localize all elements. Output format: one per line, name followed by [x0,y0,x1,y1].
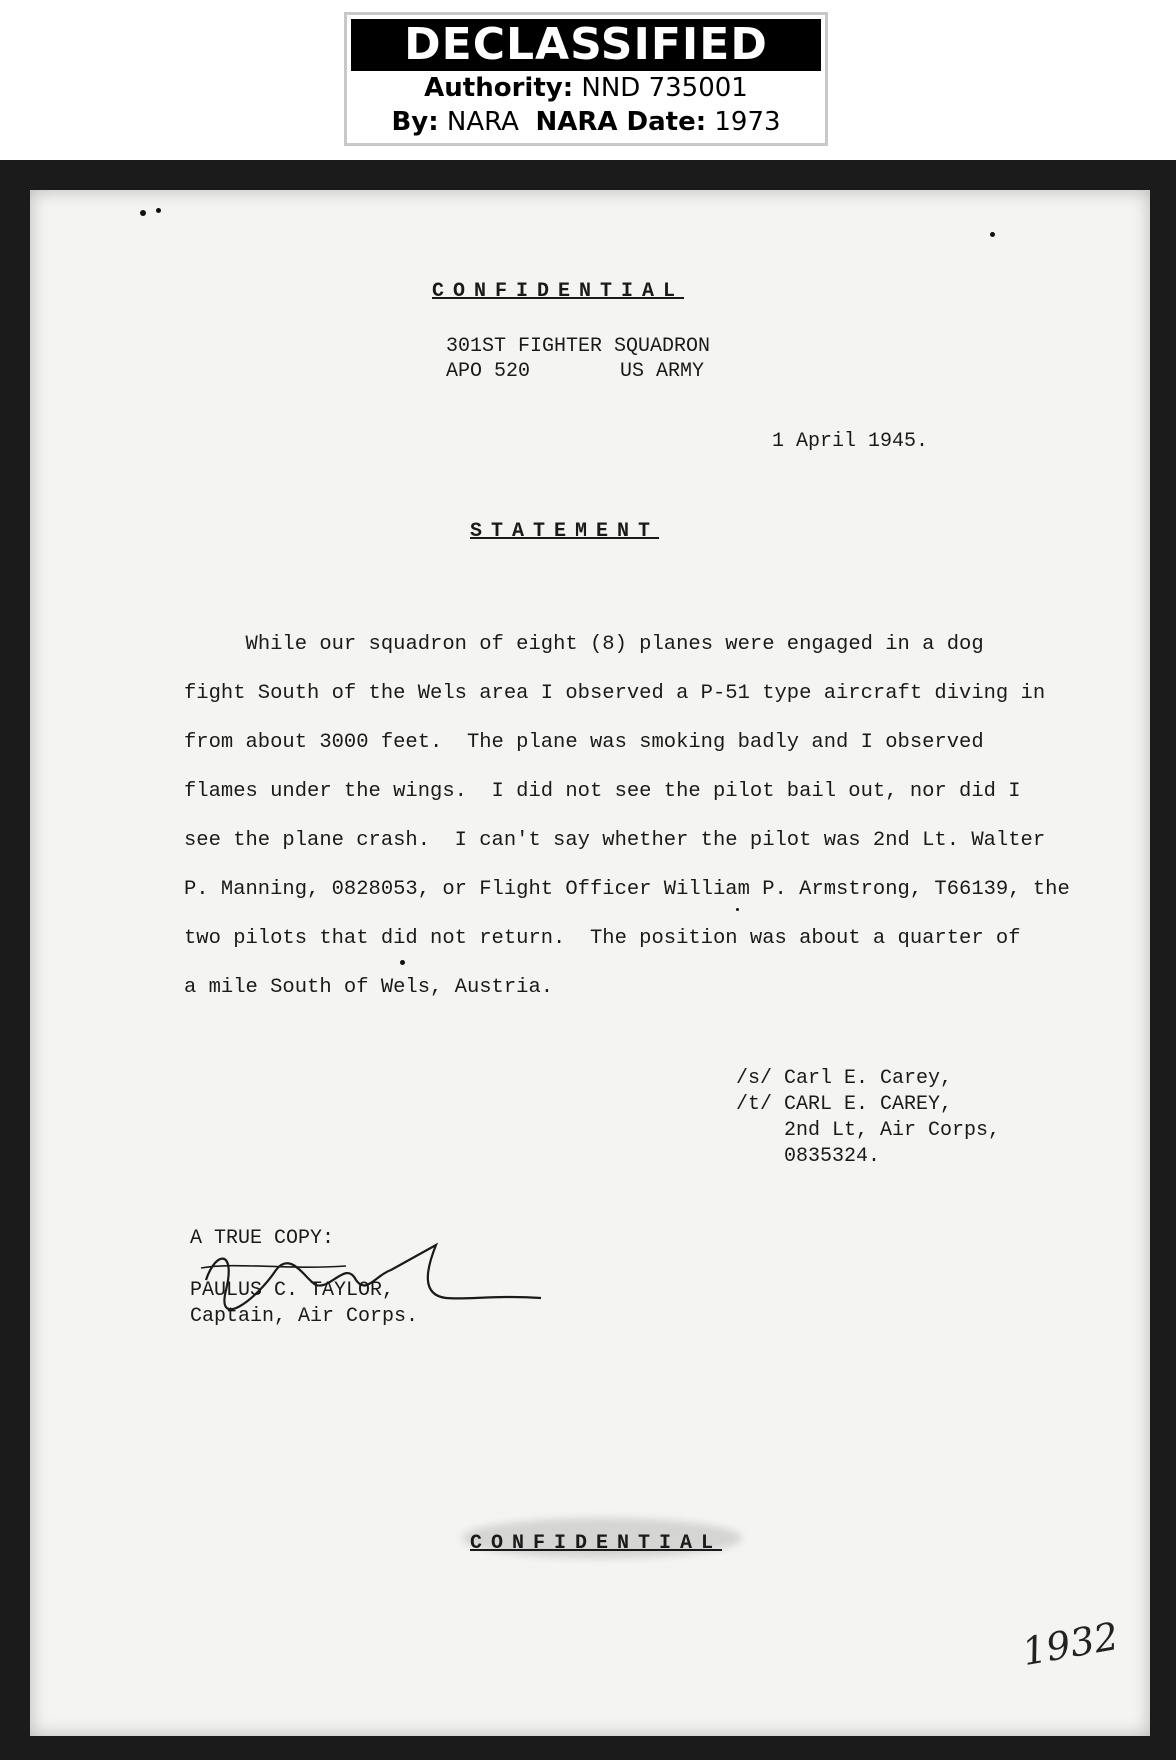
page-number: 1932 [1018,1613,1122,1675]
speck [156,208,161,213]
statement-body [184,620,1074,1012]
stamp-authority-value: NND 735001 [581,73,748,103]
signature-block [736,1066,1000,1170]
true-copy-label: A TRUE COPY: [190,1227,335,1250]
body-line: a mile South of Wels, Austria. [184,976,554,999]
signer-serial: 0835324. [736,1145,881,1168]
classification-top: CONFIDENTIAL [432,280,685,303]
apo-line: APO 520 [446,360,531,383]
speck [990,232,995,237]
stamp-by-date [347,105,825,139]
handwritten-signature [196,1240,596,1320]
stamp-authority-label: Authority: [424,73,574,103]
body-line: P. Manning, 0828053, or Flight Officer William P. Armstrong, T66139, the [184,878,1070,901]
stamp-by-label: By: [391,107,439,137]
document-title: STATEMENT [470,520,660,543]
body-line: While our squadron of eight (8) planes were engaged in a dog [184,633,984,656]
body-line: see the plane crash. I can't say whether the pilot was 2nd Lt. Walter [184,829,1046,852]
stamp-date-label: NARA Date: [535,107,707,137]
stamp-by-value: NARA [446,107,519,137]
body-line: flames under the wings. I did not see the pilot bail out, nor did I [184,780,1021,803]
typed-name: /t/ CARL E. CAREY, [736,1093,953,1116]
body-line: fight South of the Wels area I observed a P-51 type aircraft diving in [184,682,1046,705]
speck [140,210,146,216]
stamp-title: DECLASSIFIED [351,19,821,71]
scan-frame [0,160,1176,1760]
certifier-title: Captain, Air Corps. [190,1305,419,1328]
classification-bottom: CONFIDENTIAL [470,1532,723,1555]
army-line: US ARMY [620,360,705,383]
stamp-authority [347,71,825,105]
signer-rank: 2nd Lt, Air Corps, [736,1119,1001,1142]
unit-line: 301ST FIGHTER SQUADRON [446,335,711,358]
body-line: two pilots that did not return. The position was about a quarter of [184,927,1021,950]
declassified-stamp [344,12,828,146]
signed-name: /s/ Carl E. Carey, [736,1067,953,1090]
document-date: 1 April 1945. [772,430,929,453]
stamp-date-value: 1973 [714,107,781,137]
certifier-name: PAULUS C. TAYLOR, [190,1279,395,1302]
body-line: from about 3000 feet. The plane was smoking badly and I observed [184,731,984,754]
